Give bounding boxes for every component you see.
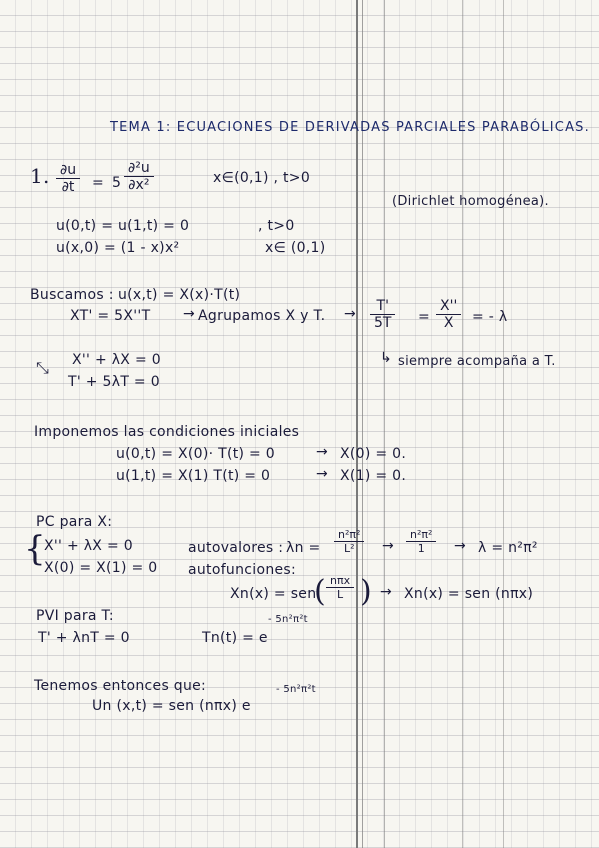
pde-equals: = [92,175,105,191]
separated-form: u(x,t) = X(x)·T(t) [118,287,241,303]
eigenvalue-denominator: L² [343,542,355,555]
conditions-heading: Imponemos las condiciones iniciales [34,424,300,440]
eigenvalue-fraction-2 [406,528,436,555]
arrow-icon: → [380,584,392,600]
condition-result-1: X(0) = 0. [340,446,407,462]
arrow-icon: → [316,444,328,460]
pde-lhs-denominator: ∂t [61,179,75,195]
pde-lhs-numerator: ∂u [60,162,77,178]
eigenfunction-result: Xn(x) = sen (nπx) [404,586,534,602]
pde-rhs-fraction [124,160,154,193]
ratio-equals: = [418,309,431,325]
eigenfunction-lhs: Xn(x) = sen [230,586,317,602]
x-ratio-fraction [436,298,461,331]
split-arrow-icon: ⤡ [36,358,49,377]
eigenfunction-denominator: L [336,588,344,601]
pvi-heading: PVI para T: [36,608,114,624]
ode-x: X'' + λX = 0 [72,352,161,368]
eigenvalue-numerator: n²π² [338,528,361,541]
t-ratio-denominator: 5T [374,315,392,331]
ode-t: T' + 5λT = 0 [68,374,160,390]
pde-coefficient: 5 [112,175,122,191]
arrow-icon: → [344,306,356,322]
pc-equation-2: X(0) = X(1) = 0 [44,560,158,576]
eigenfunction-numerator: nπx [330,574,351,587]
eigenvalue-fraction [334,528,364,555]
t-ratio-fraction [370,298,395,331]
x-ratio-denominator: X [443,315,454,331]
t-ratio-numerator: T' [376,298,389,314]
arrow-icon: → [316,466,328,482]
initial-condition-domain: x∈ (0,1) [265,240,326,256]
substituted-equation: XT' = 5X''T [70,308,151,324]
eigenvalue-lhs: λn = [286,540,321,556]
condition-result-2: X(1) = 0. [340,468,407,484]
eigenvalue-denominator-2: 1 [417,542,425,555]
condition-line-1: u(0,t) = X(0)· T(t) = 0 [116,446,275,462]
lambda-equation: = - λ [472,309,508,325]
arrow-icon: → [183,306,195,322]
curved-arrow-icon: ↳ [380,350,392,366]
system-brace: { [24,529,46,569]
initial-condition: u(x,0) = (1 - x)x² [56,240,180,256]
dirichlet-note: (Dirichlet homogénea). [392,194,549,209]
pde-rhs-denominator: ∂x² [128,177,150,193]
pde-rhs-numerator: ∂²u [128,160,150,176]
search-label: Buscamos : [30,287,114,303]
arrow-icon: → [454,538,466,554]
eigenvalue-result: λ = n²π² [478,540,538,556]
pc-heading: PC para X: [36,514,113,530]
page-title: TEMA 1: ECUACIONES DE DERIVADAS PARCIALES PARABÓLICAS. [110,120,590,135]
pvi-solution-exponent: - 5n²π²t [268,614,308,625]
paren-left: ( [314,574,327,609]
paren-right: ) [360,574,373,609]
pc-equation-1: X'' + λX = 0 [44,538,133,554]
pde-lhs-fraction [56,162,80,195]
lambda-note: siempre acompaña a T. [398,354,556,369]
eigenvalues-label: autovalores : [188,540,284,556]
problem-number: 1. [30,164,50,188]
general-solution: Un (x,t) = sen (nπx) e [92,698,251,714]
conclusion-heading: Tenemos entonces que: [34,678,207,694]
boundary-condition-domain: , t>0 [258,218,295,234]
pvi-equation: T' + λnT = 0 [38,630,130,646]
eigenvalue-numerator-2: n²π² [410,528,433,541]
eigenfunctions-label: autofunciones: [188,562,297,578]
condition-line-2: u(1,t) = X(1) T(t) = 0 [116,468,271,484]
x-ratio-numerator: X'' [440,298,458,314]
pvi-solution: Tn(t) = e [202,630,268,646]
pde-domain: x∈(0,1) , t>0 [213,170,311,186]
arrow-icon: → [382,538,394,554]
general-solution-exponent: - 5n²π²t [276,684,316,695]
eigenfunction-fraction [326,574,354,601]
boundary-condition: u(0,t) = u(1,t) = 0 [56,218,190,234]
group-text: Agrupamos X y T. [198,308,326,324]
